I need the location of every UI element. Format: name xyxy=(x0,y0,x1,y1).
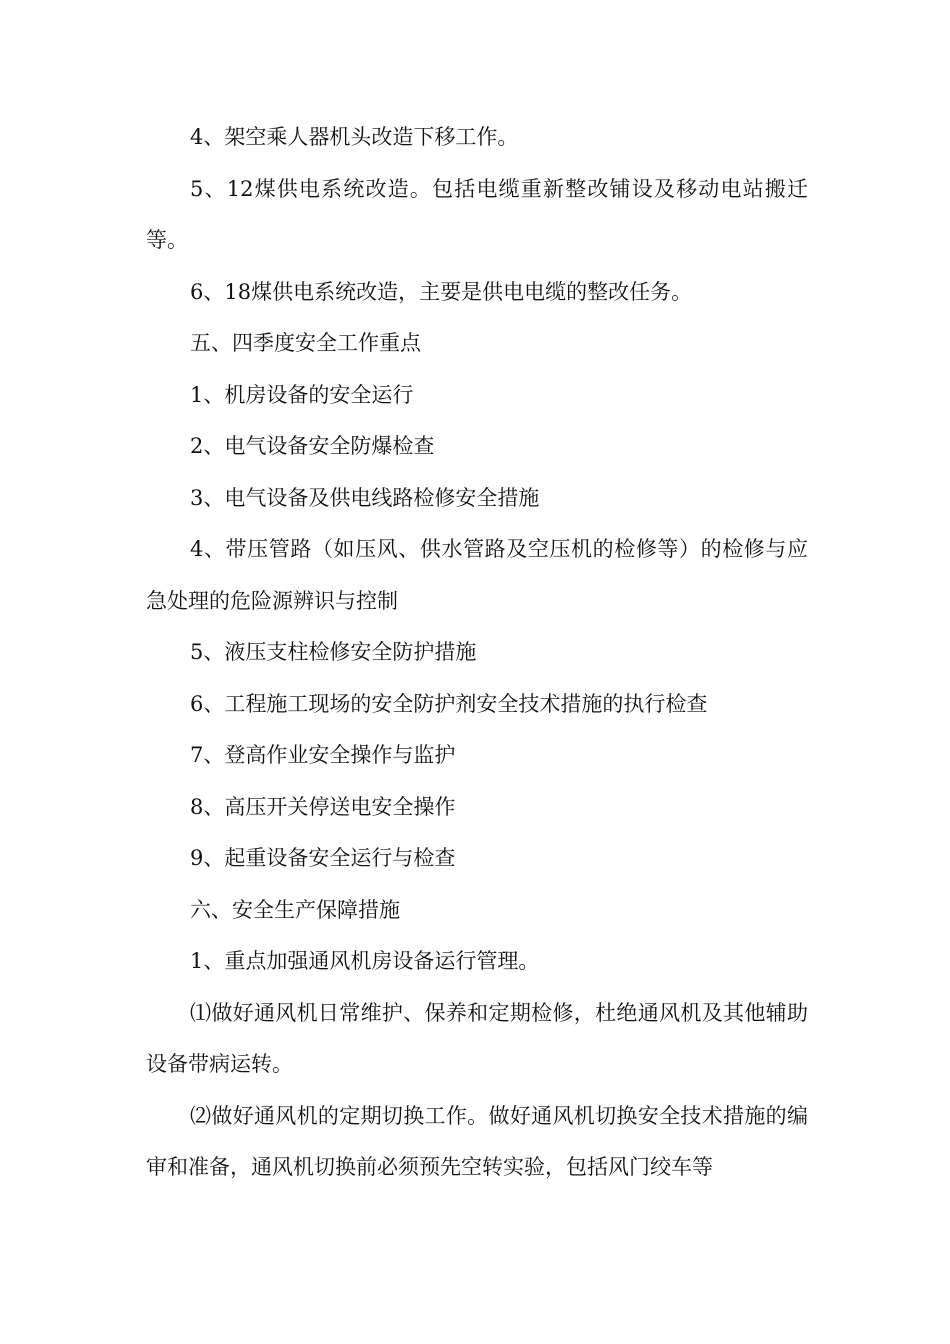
list-item-ventilator-management: 1、重点加强通风机房设备运行管理。 xyxy=(190,949,540,973)
section-heading-safeguards: 六、安全生产保障措施 xyxy=(190,897,400,922)
list-item-work-at-height: 7、登高作业安全操作与监护 xyxy=(190,743,456,767)
paragraph-item-5-coal12-power: 5、12煤供电系统改造。包括电缆重新整改铺设及移动电站搬迁等。 xyxy=(146,176,808,252)
section-heading-q4-safety: 五、四季度安全工作重点 xyxy=(190,331,421,355)
paragraph-item-4-cable-car: 4、架空乘人器机头改造下移工作。 xyxy=(190,125,519,149)
paragraph-item-6-coal18-power: 6、18煤供电系统改造，主要是供电电缆的整改任务。 xyxy=(190,279,693,304)
list-item-hydraulic-prop: 5、液压支柱检修安全防护措施 xyxy=(190,640,477,664)
document-body xyxy=(146,112,808,1194)
list-item-lifting-equipment: 9、起重设备安全运行与检查 xyxy=(190,846,456,870)
list-item-machine-room: 1、机房设备的安全运行 xyxy=(190,382,414,407)
list-item-high-voltage-switch: 8、高压开关停送电安全操作 xyxy=(190,794,456,819)
list-item-pressure-pipeline: 4、带压管路（如压风、供水管路及空压机的检修等）的检修与应急处理的危险源辨识与控制 xyxy=(146,537,808,613)
list-item-explosion-proof: 2、电气设备安全防爆检查 xyxy=(190,434,435,458)
sub-item-ventilator-switching: ⑵做好通风机的定期切换工作。做好通风机切换安全技术措施的编审和准备，通风机切换前必须预先空转实验，包括风门绞车等 xyxy=(146,1103,808,1179)
list-item-line-maintenance: 3、电气设备及供电线路检修安全措施 xyxy=(190,485,540,510)
sub-item-ventilator-maintenance: ⑴做好通风机日常维护、保养和定期检修，杜绝通风机及其他辅助设备带病运转。 xyxy=(146,1000,808,1076)
list-item-construction-site: 6、工程施工现场的安全防护剂安全技术措施的执行检查 xyxy=(190,691,708,716)
